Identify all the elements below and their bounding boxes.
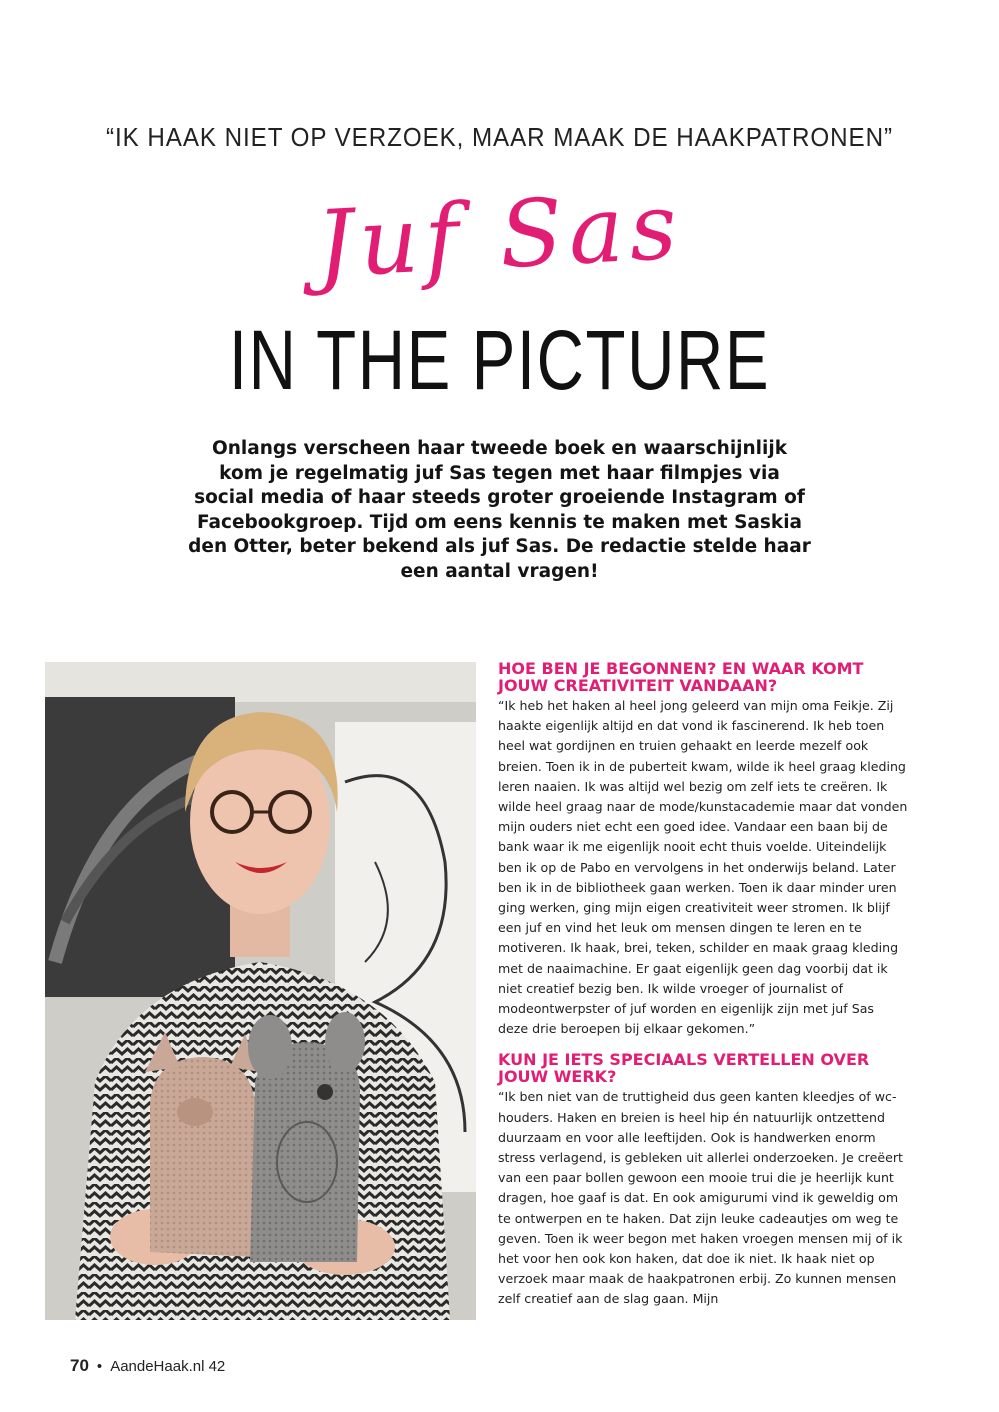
portrait-photo <box>45 662 476 1320</box>
section-body-begin: “Ik heb het haken al heel jong geleerd van mijn oma Feikje. Zij haakte eigenlijk altijd en dat vond ik fascinerend. Ik heb toen heel wat gordijnen en truien gehaakt en leerde mezelf ook breien. Toen ik in de puberteit kwam, wilde ik heel graag kleding leren naaien. Ik was altijd wel bezig om zelf iets te creëren. Ik wilde heel graag naar de mode/kunstacademie maar dat vonden mijn ouders niet echt een goed idee. Vandaar een baan bij de bank waar ik me eigenlijk nooit echt thuis voelde. Uiteindelijk ben ik op de Pabo en vervolgens in het onderwijs beland. Later ben ik in de bibliotheek gaan werken. Toen ik daar minder uren ging werken, ging mijn eigen creativiteit weer stromen. Ik blijf een juf en vind het leuk om mensen dingen te leren en te motiveren. Ik haak, brei, teken, schilder en maak graag kleding met de naaimachine. Er gaat eigenlijk geen dag voorbij dat ik niet creatief bezig ben. Ik wilde vroeger of journalist of modeontwerpster of juf worden en eigenlijk zijn met juf Sas deze drie beroepen bij elkaar gekomen.” <box>498 698 908 1037</box>
article-title-script: Juf Sas <box>313 172 686 299</box>
section-body-werk: “Ik ben niet van de truttigheid dus geen kanten kleedjes of wc-houders. Haken en breien is heel hip én natuurlijk ontzettend duurzaam en voor alle leeftijden. Ook is handwerken enorm stress verlagend, is gebleken uit allerlei onderzoeken. Je creëert van een paar bollen gewoon een mooie trui die je heerlijk kunt dragen, hoe gaaf is dat. En ook amigurumi vind ik geweldig om te ontwerpen en te haken. Dat zijn leuke cadeautjes om weg te geven. Toen ik weer begon met haken vroegen mensen mij of ik het voor hen ook kon haken, dat doe ik niet. Ik haak niet op verzoek maar maak de haakpatronen erbij. Zo kunnen mensen zelf creatief aan de slag gaan. Mijn <box>498 1089 903 1307</box>
magazine-name: AandeHaak.nl 42 <box>110 1358 226 1375</box>
section-heading-begin: HOE BEN JE BEGONNEN? EN WAAR KOMT JOUW CREATIVITEIT VANDAAN? <box>498 659 864 695</box>
page-footer <box>70 1356 225 1376</box>
article-title: IN THE PICTURE <box>228 313 771 407</box>
section-heading-werk: KUN JE IETS SPECIAALS VERTELLEN OVER JOUW WERK? <box>498 1050 870 1087</box>
page-number: 70 <box>70 1356 89 1375</box>
article-intro: Onlangs verscheen haar tweede boek en waarschijnlijk kom je regelmatig juf Sas tegen met haar filmpjes via social media of haar steeds groter groeiende Instagram of Facebookgroep. Tijd om eens kennis te maken met Saskia den Otter, beter bekend als juf Sas. De redactie stelde haar een aantal vragen! <box>188 438 811 582</box>
article-kicker: “IK HAAK NIET OP VERZOEK, MAAR MAAK DE HAAKPATRONEN” <box>106 122 893 152</box>
article-body-column <box>498 660 908 1324</box>
footer-separator: • <box>96 1358 103 1375</box>
